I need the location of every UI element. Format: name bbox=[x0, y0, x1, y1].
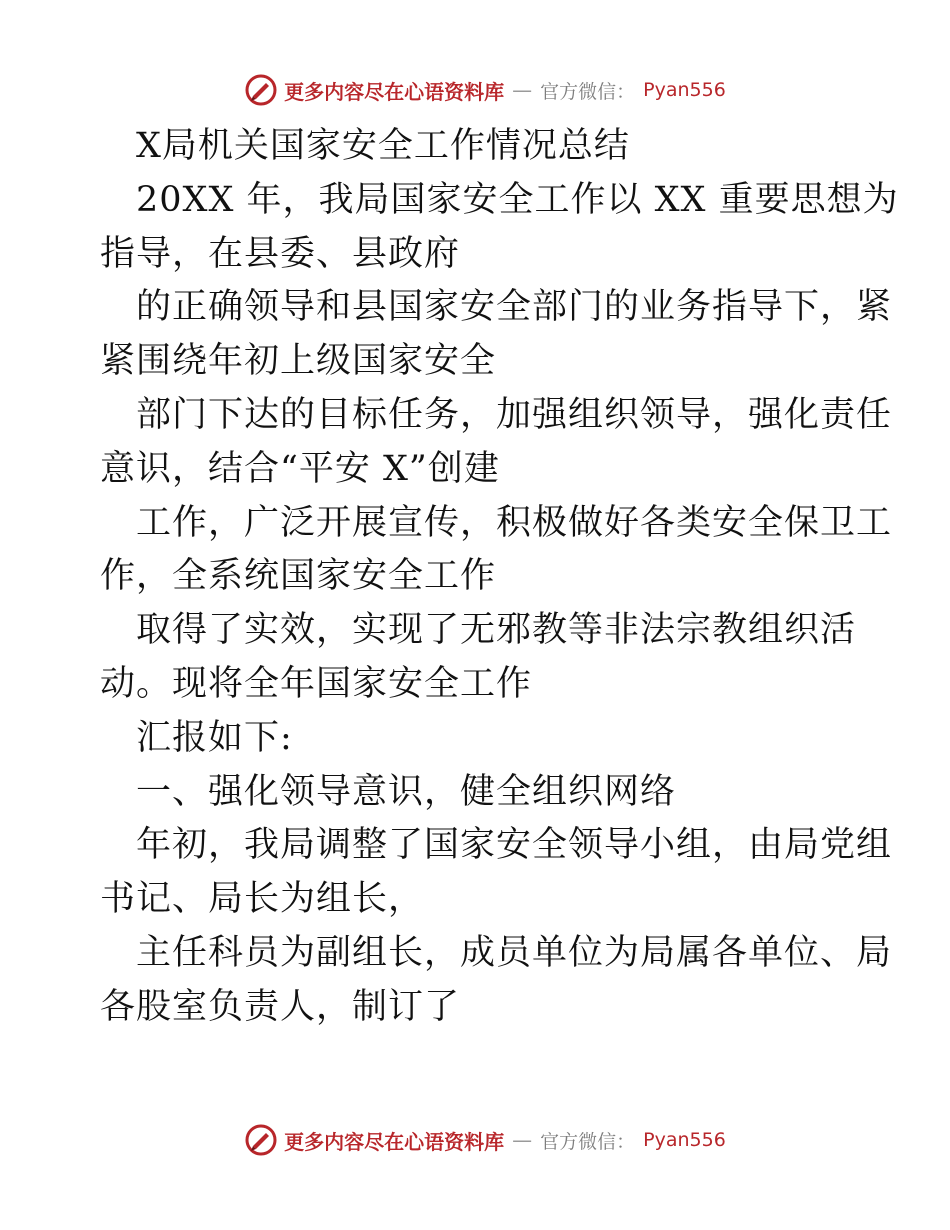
paragraph-line: 书记、局长为组长， bbox=[100, 879, 425, 920]
pen-logo-icon bbox=[244, 73, 278, 107]
paragraph-line: 各股室负责人，制订了 bbox=[100, 986, 461, 1027]
footer-banner-wechat-id: Pyan556 bbox=[643, 1129, 726, 1151]
footer-banner bbox=[0, 1120, 950, 1160]
document-title: X局机关国家安全工作情况总结 bbox=[136, 126, 630, 166]
paragraph-line: 部门下达的目标任务，加强组织领导，强化责任 bbox=[136, 394, 893, 435]
header-banner-dash: — bbox=[512, 78, 533, 102]
header-banner-label: 官方微信： bbox=[540, 80, 636, 103]
header-banner bbox=[0, 70, 950, 110]
paragraph-line: 作，全系统国家安全工作 bbox=[100, 556, 497, 597]
footer-banner-label: 官方微信： bbox=[540, 1130, 636, 1153]
document-body bbox=[100, 120, 899, 1035]
paragraph-line: 20XX 年，我局国家安全工作以 XX 重要思想为 bbox=[136, 179, 899, 220]
paragraph-line: 动。现将全年国家安全工作 bbox=[100, 663, 533, 704]
paragraph-line: 年初，我局调整了国家安全领导小组，由局党组 bbox=[136, 825, 893, 866]
header-banner-title: 更多内容尽在心语资料库 bbox=[284, 79, 505, 104]
section-heading: 一、强化领导意识，健全组织网络 bbox=[136, 771, 677, 812]
paragraph-line: 的正确领导和县国家安全部门的业务指导下，紧 bbox=[136, 287, 893, 328]
paragraph-line: 主任科员为副组长，成员单位为局属各单位、局 bbox=[136, 932, 893, 973]
footer-banner-title: 更多内容尽在心语资料库 bbox=[284, 1129, 505, 1154]
header-banner-wechat-id: Pyan556 bbox=[643, 79, 726, 101]
footer-banner-dash: — bbox=[512, 1128, 533, 1152]
pen-logo-icon bbox=[244, 1123, 278, 1157]
paragraph-line: 指导，在县委、县政府 bbox=[100, 233, 461, 274]
paragraph-line: 意识，结合“平安 X”创建 bbox=[100, 448, 500, 489]
footer-banner-inner bbox=[244, 1123, 726, 1157]
paragraph-line: 汇报如下: bbox=[136, 717, 293, 758]
paragraph-line: 工作，广泛开展宣传，积极做好各类安全保卫工 bbox=[136, 502, 893, 543]
paragraph-line: 紧围绕年初上级国家安全 bbox=[100, 341, 497, 382]
header-banner-inner bbox=[244, 73, 726, 107]
paragraph-line: 取得了实效，实现了无邪教等非法宗教组织活 bbox=[136, 610, 857, 651]
